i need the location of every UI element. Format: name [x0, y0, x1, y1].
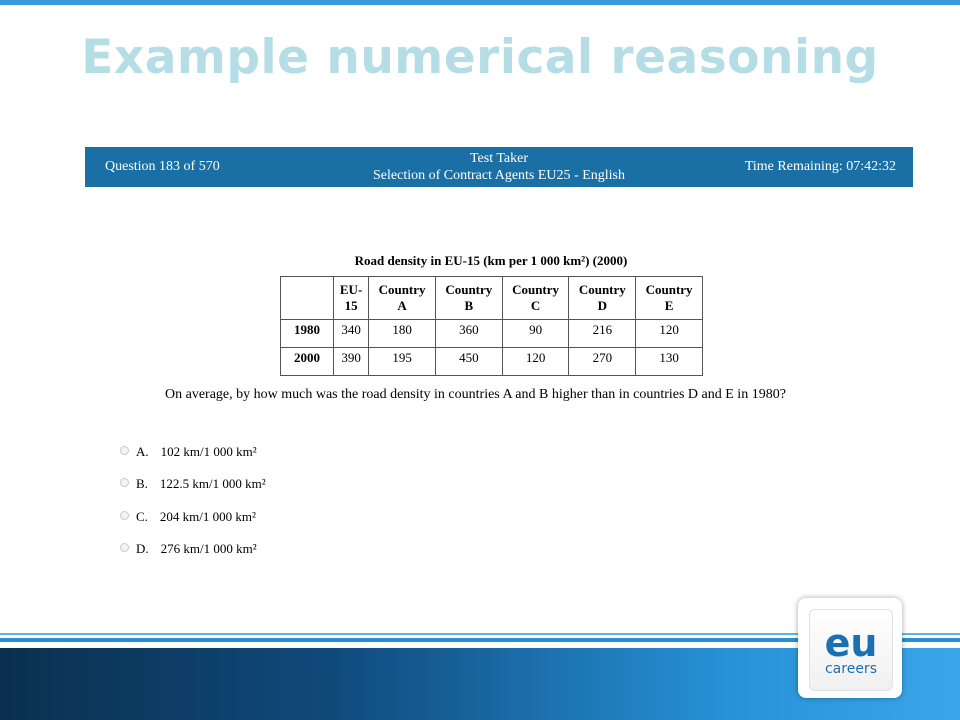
question-text: On average, by how much was the road density in countries A and B higher than in countries D and E in 1980?	[165, 387, 786, 402]
option-text: 276 km/1 000 km²	[160, 541, 257, 556]
table-corner-cell	[281, 277, 334, 320]
row-year-label: 2000	[281, 348, 334, 376]
time-remaining: Time Remaining: 07:42:32	[744, 159, 896, 174]
radio-button-icon[interactable]	[120, 478, 129, 487]
table-header-row	[281, 277, 703, 320]
test-taker-label: Test Taker	[469, 151, 529, 166]
test-header-bar	[85, 147, 913, 187]
table-cell: 90	[502, 320, 569, 348]
table-column-header: Country A	[369, 277, 436, 320]
table-cell: 120	[502, 348, 569, 376]
eu-careers-logo-icon	[810, 610, 892, 690]
radio-button-icon[interactable]	[120, 511, 129, 520]
radio-button-icon[interactable]	[120, 446, 129, 455]
logo-word-eu: eu	[824, 621, 878, 665]
radio-button-icon[interactable]	[120, 543, 129, 552]
table-cell: 360	[435, 320, 502, 348]
table-column-header: Country D	[569, 277, 636, 320]
logo-word-careers: careers	[824, 661, 878, 677]
option-letter: D.	[136, 541, 149, 556]
answer-option-a[interactable]	[120, 444, 257, 462]
option-text: 204 km/1 000 km²	[159, 509, 256, 524]
table-cell: 120	[636, 320, 703, 348]
table-cell: 130	[636, 348, 703, 376]
table-cell: 270	[569, 348, 636, 376]
option-letter: C.	[136, 509, 148, 524]
question-counter: Question 183 of 570	[105, 159, 220, 174]
option-text: 102 km/1 000 km²	[160, 444, 257, 459]
table-cell: 340	[334, 320, 369, 348]
table-row	[281, 320, 703, 348]
road-density-table	[280, 276, 703, 376]
answer-option-d[interactable]	[120, 541, 257, 559]
table-cell: 390	[334, 348, 369, 376]
table-cell: 216	[569, 320, 636, 348]
table-column-header: Country E	[636, 277, 703, 320]
logo-badge	[809, 609, 893, 691]
option-letter: B.	[136, 476, 148, 491]
table-cell: 195	[369, 348, 436, 376]
slide-title: Example numerical reasoning	[81, 30, 879, 85]
answer-option-c[interactable]	[120, 509, 256, 527]
eu-careers-logo	[798, 598, 902, 698]
table-cell: 180	[369, 320, 436, 348]
answer-option-b[interactable]	[120, 476, 266, 494]
row-year-label: 1980	[281, 320, 334, 348]
table-row	[281, 348, 703, 376]
table-column-header: Country C	[502, 277, 569, 320]
option-text: 122.5 km/1 000 km²	[159, 476, 266, 491]
exam-name: Selection of Contract Agents EU25 - English	[373, 168, 625, 183]
table-caption: Road density in EU-15 (km per 1 000 km²) (2000)	[354, 253, 628, 268]
table-column-header: Country B	[435, 277, 502, 320]
table-cell: 450	[435, 348, 502, 376]
table-column-header: EU- 15	[334, 277, 369, 320]
option-letter: A.	[136, 444, 149, 459]
top-accent-bar	[0, 0, 960, 5]
